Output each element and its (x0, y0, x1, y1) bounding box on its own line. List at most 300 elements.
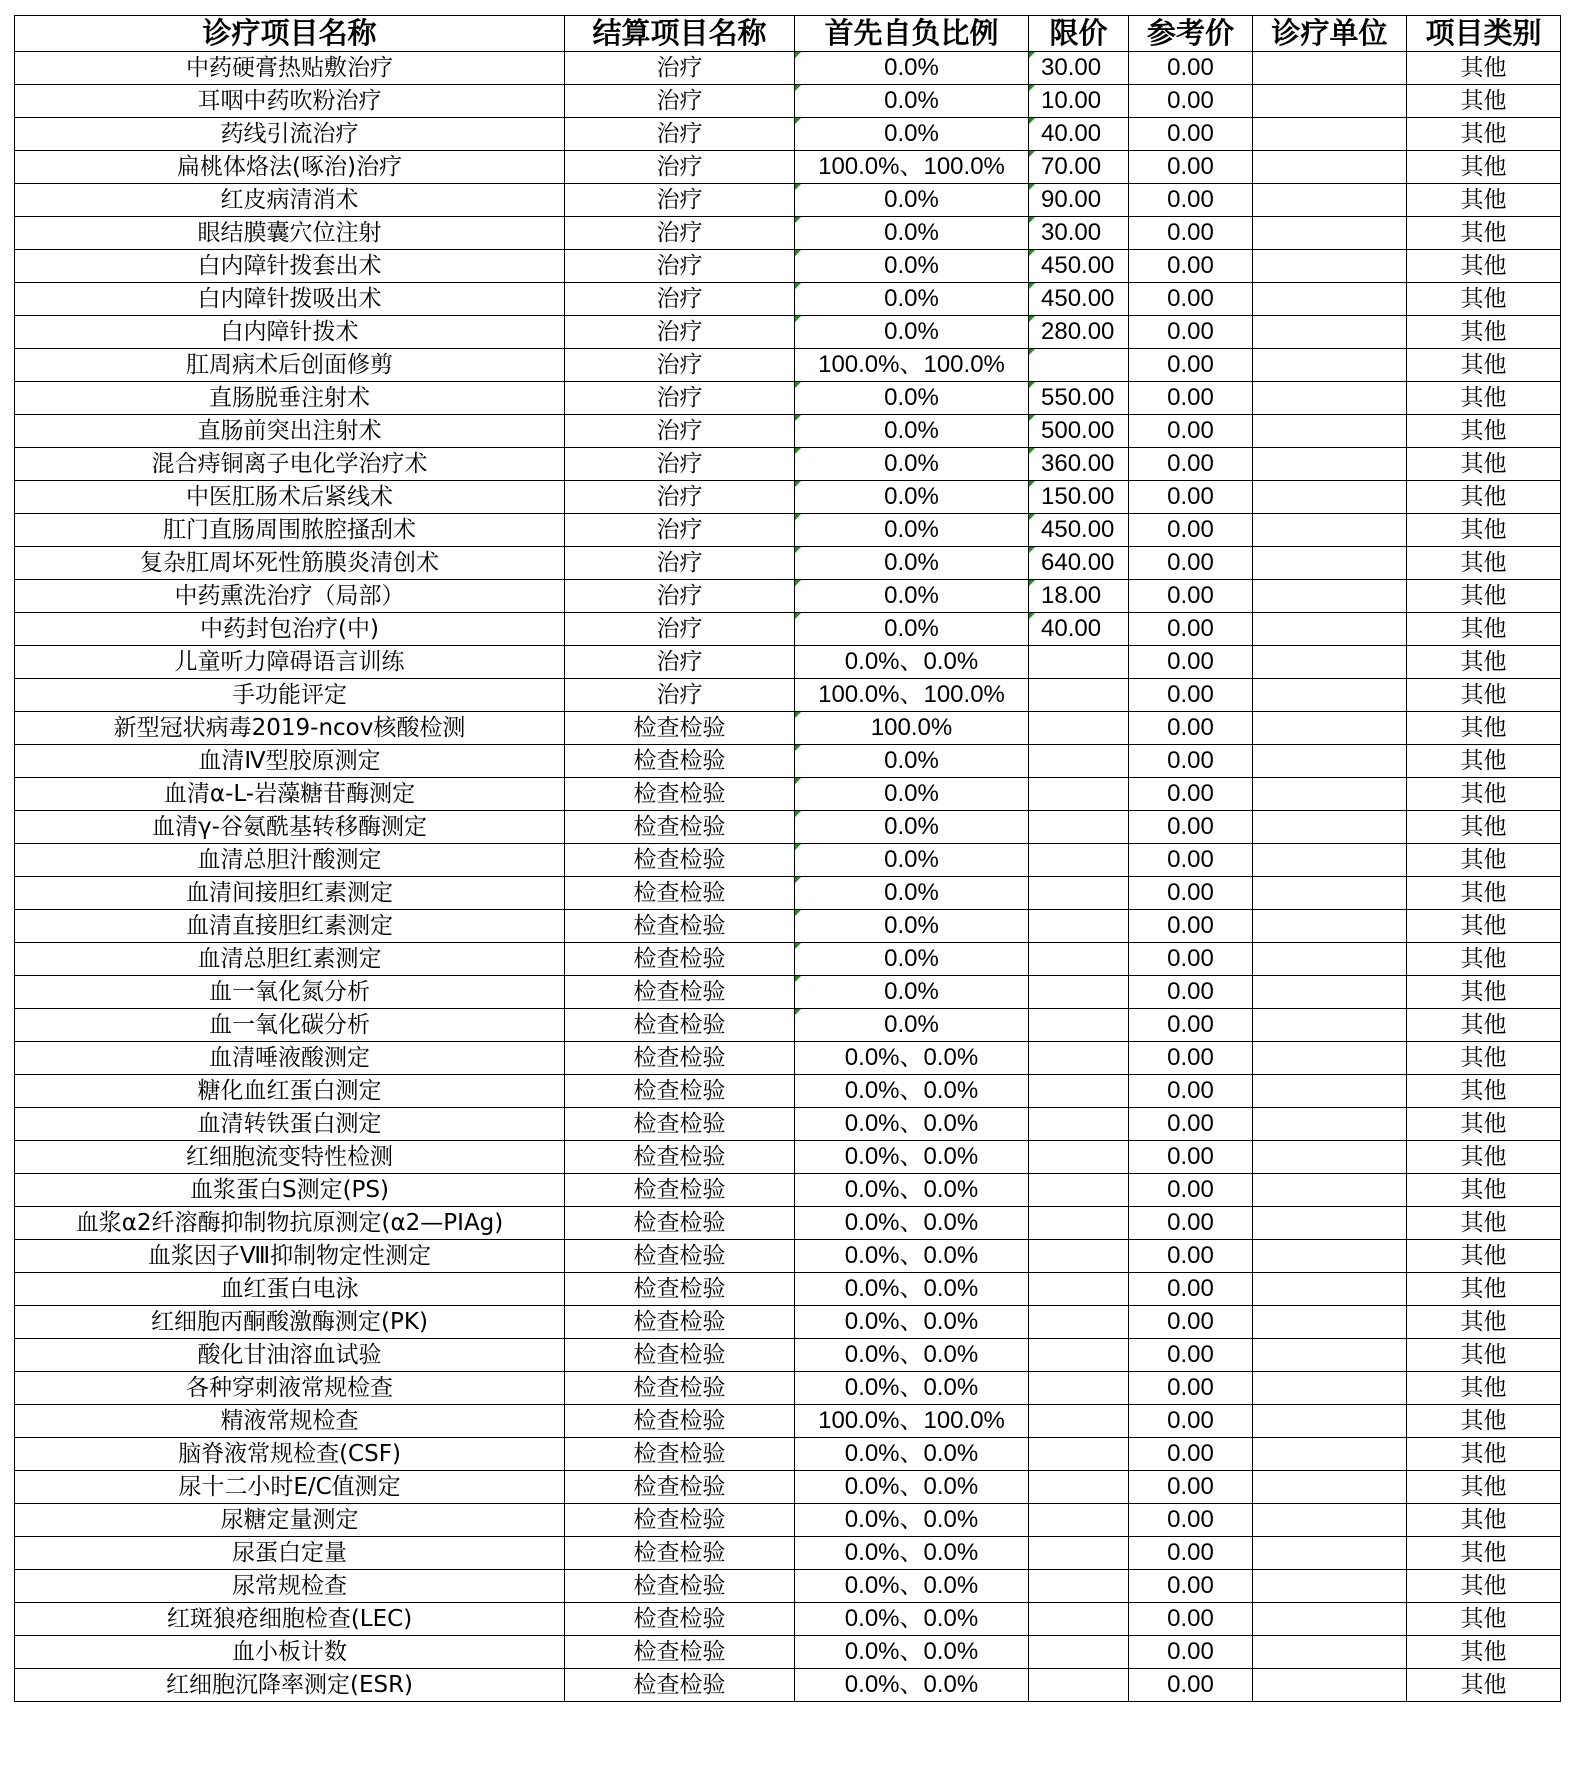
table-row (15, 481, 1561, 514)
cell-unit (1253, 1108, 1407, 1141)
cell-reference-price: 0.00 (1129, 943, 1253, 976)
cell-self-pay-ratio: 0.0% (795, 745, 1029, 778)
cell-unit (1253, 283, 1407, 316)
cell-unit (1253, 250, 1407, 283)
cell-reference-price: 0.00 (1129, 85, 1253, 118)
cell-self-pay-ratio: 0.0%、0.0% (795, 1273, 1029, 1306)
cell-unit (1253, 514, 1407, 547)
cell-item-name: 血浆因子Ⅷ抑制物定性测定 (15, 1240, 565, 1273)
table-row (15, 118, 1561, 151)
cell-unit (1253, 118, 1407, 151)
cell-self-pay-ratio: 100.0%、100.0% (795, 679, 1029, 712)
cell-unit (1253, 778, 1407, 811)
cell-category: 其他 (1407, 514, 1561, 547)
cell-self-pay-ratio: 0.0%、0.0% (795, 1075, 1029, 1108)
cell-reference-price: 0.00 (1129, 745, 1253, 778)
header-row (15, 16, 1561, 52)
cell-category: 其他 (1407, 1669, 1561, 1702)
cell-price-limit: 450.00 (1029, 514, 1129, 547)
cell-item-name: 中医肛肠术后紧线术 (15, 481, 565, 514)
cell-reference-price: 0.00 (1129, 316, 1253, 349)
cell-price-limit: 150.00 (1029, 481, 1129, 514)
cell-item-name: 尿糖定量测定 (15, 1504, 565, 1537)
cell-item-name: 血浆α2纤溶酶抑制物抗原测定(α2—PIAg) (15, 1207, 565, 1240)
cell-unit (1253, 1174, 1407, 1207)
cell-category: 其他 (1407, 1042, 1561, 1075)
cell-reference-price: 0.00 (1129, 1636, 1253, 1669)
cell-category: 其他 (1407, 1537, 1561, 1570)
cell-settlement-name: 检查检验 (565, 1438, 795, 1471)
cell-category: 其他 (1407, 646, 1561, 679)
cell-settlement-name: 检查检验 (565, 745, 795, 778)
cell-category: 其他 (1407, 1273, 1561, 1306)
table-row (15, 448, 1561, 481)
cell-self-pay-ratio: 0.0%、0.0% (795, 646, 1029, 679)
cell-self-pay-ratio: 0.0%、0.0% (795, 1669, 1029, 1702)
cell-self-pay-ratio: 0.0% (795, 844, 1029, 877)
cell-category: 其他 (1407, 778, 1561, 811)
cell-item-name: 中药封包治疗(中) (15, 613, 565, 646)
cell-category: 其他 (1407, 1570, 1561, 1603)
cell-item-name: 血清总胆红素测定 (15, 943, 565, 976)
cell-price-limit: 500.00 (1029, 415, 1129, 448)
table-row (15, 217, 1561, 250)
cell-category: 其他 (1407, 1009, 1561, 1042)
cell-unit (1253, 910, 1407, 943)
cell-reference-price: 0.00 (1129, 547, 1253, 580)
cell-reference-price: 0.00 (1129, 52, 1253, 85)
cell-unit (1253, 1075, 1407, 1108)
cell-unit (1253, 1273, 1407, 1306)
header-unit: 诊疗单位 (1253, 16, 1407, 52)
header-item-name: 诊疗项目名称 (15, 16, 565, 52)
cell-item-name: 白内障针拨吸出术 (15, 283, 565, 316)
table-row (15, 778, 1561, 811)
cell-self-pay-ratio: 0.0% (795, 118, 1029, 151)
cell-category: 其他 (1407, 448, 1561, 481)
table-row (15, 712, 1561, 745)
table-row (15, 976, 1561, 1009)
cell-price-limit (1029, 976, 1129, 1009)
table-row (15, 1042, 1561, 1075)
cell-settlement-name: 治疗 (565, 382, 795, 415)
table-row (15, 283, 1561, 316)
cell-unit (1253, 1471, 1407, 1504)
cell-item-name: 酸化甘油溶血试验 (15, 1339, 565, 1372)
cell-unit (1253, 184, 1407, 217)
cell-settlement-name: 治疗 (565, 52, 795, 85)
table-row (15, 646, 1561, 679)
table-row (15, 613, 1561, 646)
cell-settlement-name: 检查检验 (565, 1141, 795, 1174)
cell-self-pay-ratio: 0.0%、0.0% (795, 1042, 1029, 1075)
cell-price-limit: 360.00 (1029, 448, 1129, 481)
cell-price-limit: 30.00 (1029, 217, 1129, 250)
cell-reference-price: 0.00 (1129, 1207, 1253, 1240)
cell-category: 其他 (1407, 1207, 1561, 1240)
cell-reference-price: 0.00 (1129, 250, 1253, 283)
cell-price-limit (1029, 1207, 1129, 1240)
cell-self-pay-ratio: 0.0% (795, 316, 1029, 349)
table-row (15, 349, 1561, 382)
cell-price-limit (1029, 1669, 1129, 1702)
cell-category: 其他 (1407, 1471, 1561, 1504)
table-row (15, 1108, 1561, 1141)
cell-category: 其他 (1407, 1636, 1561, 1669)
cell-reference-price: 0.00 (1129, 1075, 1253, 1108)
cell-item-name: 尿常规检查 (15, 1570, 565, 1603)
cell-price-limit (1029, 1306, 1129, 1339)
cell-price-limit (1029, 1174, 1129, 1207)
cell-item-name: 红细胞流变特性检测 (15, 1141, 565, 1174)
table-row (15, 415, 1561, 448)
cell-unit (1253, 1570, 1407, 1603)
cell-unit (1253, 1042, 1407, 1075)
cell-settlement-name: 检查检验 (565, 1042, 795, 1075)
cell-settlement-name: 检查检验 (565, 1108, 795, 1141)
cell-item-name: 儿童听力障碍语言训练 (15, 646, 565, 679)
cell-reference-price: 0.00 (1129, 1372, 1253, 1405)
cell-category: 其他 (1407, 283, 1561, 316)
cell-category: 其他 (1407, 1240, 1561, 1273)
cell-price-limit (1029, 1405, 1129, 1438)
cell-unit (1253, 481, 1407, 514)
cell-item-name: 新型冠状病毒2019-ncov核酸检测 (15, 712, 565, 745)
cell-price-limit (1029, 1339, 1129, 1372)
cell-reference-price: 0.00 (1129, 184, 1253, 217)
cell-settlement-name: 治疗 (565, 184, 795, 217)
cell-unit (1253, 448, 1407, 481)
cell-self-pay-ratio: 100.0%、100.0% (795, 349, 1029, 382)
cell-self-pay-ratio: 100.0% (795, 712, 1029, 745)
table-row (15, 811, 1561, 844)
table-row (15, 1372, 1561, 1405)
cell-self-pay-ratio: 0.0%、0.0% (795, 1141, 1029, 1174)
cell-item-name: 红细胞沉降率测定(ESR) (15, 1669, 565, 1702)
cell-settlement-name: 治疗 (565, 481, 795, 514)
cell-settlement-name: 检查检验 (565, 844, 795, 877)
table-row (15, 1669, 1561, 1702)
cell-item-name: 血浆蛋白S测定(PS) (15, 1174, 565, 1207)
cell-category: 其他 (1407, 580, 1561, 613)
cell-price-limit (1029, 1504, 1129, 1537)
cell-item-name: 血清唾液酸测定 (15, 1042, 565, 1075)
cell-settlement-name: 治疗 (565, 613, 795, 646)
cell-item-name: 红斑狼疮细胞检查(LEC) (15, 1603, 565, 1636)
cell-category: 其他 (1407, 349, 1561, 382)
cell-self-pay-ratio: 0.0%、0.0% (795, 1570, 1029, 1603)
cell-settlement-name: 治疗 (565, 151, 795, 184)
cell-reference-price: 0.00 (1129, 976, 1253, 1009)
cell-unit (1253, 1207, 1407, 1240)
cell-price-limit (1029, 1108, 1129, 1141)
cell-settlement-name: 检查检验 (565, 1471, 795, 1504)
cell-price-limit (1029, 679, 1129, 712)
cell-reference-price: 0.00 (1129, 1603, 1253, 1636)
cell-unit (1253, 1636, 1407, 1669)
cell-category: 其他 (1407, 613, 1561, 646)
cell-unit (1253, 1306, 1407, 1339)
cell-price-limit: 18.00 (1029, 580, 1129, 613)
cell-item-name: 血一氧化碳分析 (15, 1009, 565, 1042)
cell-category: 其他 (1407, 118, 1561, 151)
cell-category: 其他 (1407, 151, 1561, 184)
cell-reference-price: 0.00 (1129, 151, 1253, 184)
cell-category: 其他 (1407, 1372, 1561, 1405)
cell-unit (1253, 547, 1407, 580)
cell-self-pay-ratio: 0.0%、0.0% (795, 1240, 1029, 1273)
cell-category: 其他 (1407, 712, 1561, 745)
cell-category: 其他 (1407, 745, 1561, 778)
table-row (15, 184, 1561, 217)
cell-category: 其他 (1407, 184, 1561, 217)
cell-settlement-name: 治疗 (565, 580, 795, 613)
cell-price-limit (1029, 1075, 1129, 1108)
table-row (15, 1240, 1561, 1273)
cell-self-pay-ratio: 0.0% (795, 811, 1029, 844)
cell-price-limit (1029, 877, 1129, 910)
cell-price-limit (1029, 1471, 1129, 1504)
cell-settlement-name: 治疗 (565, 679, 795, 712)
cell-reference-price: 0.00 (1129, 1438, 1253, 1471)
cell-reference-price: 0.00 (1129, 1669, 1253, 1702)
cell-self-pay-ratio: 0.0%、0.0% (795, 1372, 1029, 1405)
cell-item-name: 耳咽中药吹粉治疗 (15, 85, 565, 118)
cell-unit (1253, 580, 1407, 613)
cell-item-name: 中药熏洗治疗（局部） (15, 580, 565, 613)
cell-unit (1253, 943, 1407, 976)
cell-price-limit: 90.00 (1029, 184, 1129, 217)
cell-settlement-name: 检查检验 (565, 1273, 795, 1306)
cell-unit (1253, 844, 1407, 877)
cell-self-pay-ratio: 0.0%、0.0% (795, 1339, 1029, 1372)
cell-price-limit (1029, 349, 1129, 382)
table-row (15, 52, 1561, 85)
cell-reference-price: 0.00 (1129, 613, 1253, 646)
table-row (15, 1537, 1561, 1570)
cell-category: 其他 (1407, 811, 1561, 844)
cell-price-limit (1029, 1141, 1129, 1174)
cell-reference-price: 0.00 (1129, 1240, 1253, 1273)
cell-unit (1253, 52, 1407, 85)
cell-settlement-name: 检查检验 (565, 1009, 795, 1042)
cell-category: 其他 (1407, 1075, 1561, 1108)
table-row (15, 151, 1561, 184)
cell-unit (1253, 151, 1407, 184)
cell-item-name: 血清γ-谷氨酰基转移酶测定 (15, 811, 565, 844)
cell-category: 其他 (1407, 415, 1561, 448)
cell-category: 其他 (1407, 1603, 1561, 1636)
cell-price-limit (1029, 778, 1129, 811)
cell-price-limit: 40.00 (1029, 613, 1129, 646)
cell-self-pay-ratio: 0.0% (795, 250, 1029, 283)
cell-category: 其他 (1407, 1306, 1561, 1339)
cell-reference-price: 0.00 (1129, 910, 1253, 943)
cell-settlement-name: 检查检验 (565, 910, 795, 943)
cell-price-limit (1029, 910, 1129, 943)
cell-settlement-name: 检查检验 (565, 811, 795, 844)
cell-price-limit: 640.00 (1029, 547, 1129, 580)
cell-settlement-name: 检查检验 (565, 1372, 795, 1405)
cell-category: 其他 (1407, 976, 1561, 1009)
cell-category: 其他 (1407, 250, 1561, 283)
cell-self-pay-ratio: 0.0%、0.0% (795, 1504, 1029, 1537)
table-row (15, 316, 1561, 349)
header-price-limit: 限价 (1029, 16, 1129, 52)
header-reference-price: 参考价 (1129, 16, 1253, 52)
cell-price-limit: 450.00 (1029, 283, 1129, 316)
cell-settlement-name: 治疗 (565, 547, 795, 580)
cell-unit (1253, 1669, 1407, 1702)
cell-category: 其他 (1407, 1141, 1561, 1174)
cell-unit (1253, 1537, 1407, 1570)
cell-self-pay-ratio: 0.0%、0.0% (795, 1174, 1029, 1207)
cell-reference-price: 0.00 (1129, 382, 1253, 415)
cell-self-pay-ratio: 0.0% (795, 580, 1029, 613)
cell-unit (1253, 646, 1407, 679)
cell-category: 其他 (1407, 547, 1561, 580)
cell-item-name: 各种穿刺液常规检查 (15, 1372, 565, 1405)
cell-item-name: 复杂肛周坏死性筋膜炎清创术 (15, 547, 565, 580)
cell-settlement-name: 治疗 (565, 217, 795, 250)
cell-item-name: 血红蛋白电泳 (15, 1273, 565, 1306)
cell-settlement-name: 检查检验 (565, 1504, 795, 1537)
cell-reference-price: 0.00 (1129, 811, 1253, 844)
table-row (15, 382, 1561, 415)
cell-self-pay-ratio: 100.0%、100.0% (795, 151, 1029, 184)
table-row (15, 1405, 1561, 1438)
cell-item-name: 红皮病清消术 (15, 184, 565, 217)
cell-item-name: 糖化血红蛋白测定 (15, 1075, 565, 1108)
cell-unit (1253, 877, 1407, 910)
cell-reference-price: 0.00 (1129, 514, 1253, 547)
table-row (15, 514, 1561, 547)
cell-price-limit (1029, 1372, 1129, 1405)
cell-self-pay-ratio: 0.0% (795, 283, 1029, 316)
cell-item-name: 扁桃体烙法(啄治)治疗 (15, 151, 565, 184)
cell-reference-price: 0.00 (1129, 448, 1253, 481)
cell-settlement-name: 检查检验 (565, 778, 795, 811)
cell-self-pay-ratio: 0.0%、0.0% (795, 1438, 1029, 1471)
table-row (15, 1471, 1561, 1504)
cell-price-limit (1029, 811, 1129, 844)
cell-self-pay-ratio: 0.0% (795, 382, 1029, 415)
cell-self-pay-ratio: 0.0% (795, 217, 1029, 250)
cell-reference-price: 0.00 (1129, 1339, 1253, 1372)
table-row (15, 1141, 1561, 1174)
cell-settlement-name: 治疗 (565, 415, 795, 448)
cell-unit (1253, 415, 1407, 448)
cell-settlement-name: 治疗 (565, 448, 795, 481)
cell-category: 其他 (1407, 85, 1561, 118)
cell-self-pay-ratio: 0.0% (795, 547, 1029, 580)
cell-self-pay-ratio: 0.0% (795, 943, 1029, 976)
cell-item-name: 血清Ⅳ型胶原测定 (15, 745, 565, 778)
cell-unit (1253, 85, 1407, 118)
cell-self-pay-ratio: 0.0%、0.0% (795, 1207, 1029, 1240)
cell-settlement-name: 检查检验 (565, 1339, 795, 1372)
cell-settlement-name: 检查检验 (565, 1669, 795, 1702)
cell-category: 其他 (1407, 217, 1561, 250)
header-settlement-name: 结算项目名称 (565, 16, 795, 52)
table-row (15, 1207, 1561, 1240)
cell-self-pay-ratio: 0.0% (795, 415, 1029, 448)
cell-item-name: 血清直接胆红素测定 (15, 910, 565, 943)
cell-category: 其他 (1407, 1405, 1561, 1438)
cell-category: 其他 (1407, 844, 1561, 877)
cell-item-name: 白内障针拨术 (15, 316, 565, 349)
cell-item-name: 手功能评定 (15, 679, 565, 712)
cell-reference-price: 0.00 (1129, 1306, 1253, 1339)
cell-unit (1253, 1009, 1407, 1042)
cell-self-pay-ratio: 0.0% (795, 85, 1029, 118)
table-row (15, 1009, 1561, 1042)
cell-category: 其他 (1407, 679, 1561, 712)
cell-unit (1253, 382, 1407, 415)
cell-unit (1253, 1405, 1407, 1438)
cell-price-limit (1029, 1603, 1129, 1636)
cell-price-limit: 70.00 (1029, 151, 1129, 184)
cell-settlement-name: 检查检验 (565, 1603, 795, 1636)
cell-settlement-name: 检查检验 (565, 1174, 795, 1207)
cell-self-pay-ratio: 0.0%、0.0% (795, 1537, 1029, 1570)
cell-category: 其他 (1407, 1339, 1561, 1372)
header-self-pay-ratio: 首先自负比例 (795, 16, 1029, 52)
cell-price-limit (1029, 712, 1129, 745)
table-row (15, 580, 1561, 613)
table-row (15, 1438, 1561, 1471)
table-row (15, 1603, 1561, 1636)
cell-item-name: 肛门直肠周围脓腔搔刮术 (15, 514, 565, 547)
cell-settlement-name: 检查检验 (565, 1240, 795, 1273)
table-row (15, 844, 1561, 877)
cell-price-limit: 280.00 (1029, 316, 1129, 349)
cell-reference-price: 0.00 (1129, 283, 1253, 316)
cell-price-limit: 30.00 (1029, 52, 1129, 85)
cell-category: 其他 (1407, 910, 1561, 943)
table-row (15, 877, 1561, 910)
table-row (15, 943, 1561, 976)
cell-self-pay-ratio: 0.0% (795, 1009, 1029, 1042)
cell-self-pay-ratio: 0.0% (795, 52, 1029, 85)
table-row (15, 1306, 1561, 1339)
cell-price-limit: 40.00 (1029, 118, 1129, 151)
cell-item-name: 白内障针拨套出术 (15, 250, 565, 283)
cell-unit (1253, 745, 1407, 778)
cell-unit (1253, 316, 1407, 349)
cell-category: 其他 (1407, 316, 1561, 349)
cell-settlement-name: 检查检验 (565, 976, 795, 1009)
cell-reference-price: 0.00 (1129, 1141, 1253, 1174)
table-row (15, 1636, 1561, 1669)
cell-self-pay-ratio: 0.0% (795, 910, 1029, 943)
cell-price-limit (1029, 844, 1129, 877)
table-row (15, 679, 1561, 712)
cell-item-name: 药线引流治疗 (15, 118, 565, 151)
cell-settlement-name: 治疗 (565, 349, 795, 382)
cell-settlement-name: 治疗 (565, 118, 795, 151)
cell-item-name: 血清α-L-岩藻糖苷酶测定 (15, 778, 565, 811)
cell-reference-price: 0.00 (1129, 679, 1253, 712)
cell-self-pay-ratio: 0.0% (795, 514, 1029, 547)
cell-settlement-name: 检查检验 (565, 1207, 795, 1240)
cell-reference-price: 0.00 (1129, 1273, 1253, 1306)
cell-unit (1253, 1141, 1407, 1174)
cell-settlement-name: 检查检验 (565, 943, 795, 976)
cell-unit (1253, 712, 1407, 745)
cell-item-name: 直肠脱垂注射术 (15, 382, 565, 415)
cell-item-name: 血清总胆汁酸测定 (15, 844, 565, 877)
